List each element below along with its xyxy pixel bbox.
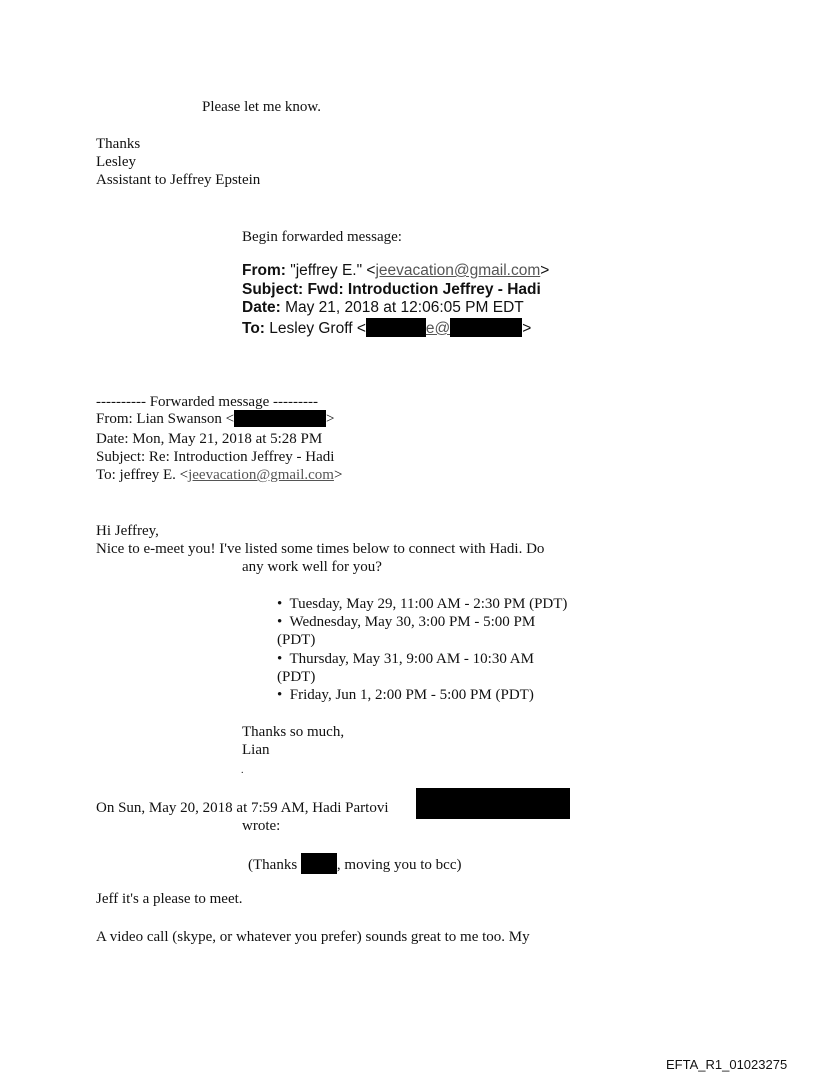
- fwd1-from-line: [242, 262, 549, 280]
- fwd2-subject: Subject: Re: Introduction Jeffrey - Hadi: [96, 449, 335, 465]
- list-item: • Tuesday, May 29, 11:00 AM - 2:30 PM (PDT): [277, 596, 568, 612]
- quoted-header-line: [96, 799, 389, 817]
- intro-line: Please let me know.: [202, 99, 321, 115]
- fwd1-to-email-part: e@: [425, 320, 451, 337]
- quoted-thanks-open: (Thanks: [248, 857, 298, 873]
- quoted-para-1: Jeff it's a please to meet.: [96, 891, 243, 907]
- quoted-on-text: On Sun, May 20, 2018 at 7:59 AM, Hadi Partovi: [96, 800, 389, 816]
- fwd1-to-line: [242, 318, 531, 338]
- intro-thanks: Thanks: [96, 136, 141, 152]
- fwd1-to-label: To:: [242, 320, 265, 337]
- fwd1-from-email[interactable]: jeevacation@gmail.com: [375, 262, 541, 279]
- stray-dot: .: [241, 765, 244, 776]
- forward-divider: ---------- Forwarded message ---------: [96, 394, 318, 410]
- fwd1-subject-value: Fwd: Introduction Jeffrey - Hadi: [307, 281, 541, 298]
- fwd1-date-label: Date:: [242, 299, 281, 316]
- list-item: • Thursday, May 31, 9:00 AM - 10:30 AM: [277, 651, 534, 667]
- intro-title: Assistant to Jeffrey Epstein: [96, 172, 261, 188]
- redaction-box: [450, 318, 522, 337]
- intro-name: Lesley: [96, 154, 136, 170]
- fwd1-from-label: From:: [242, 262, 286, 279]
- fwd1-subject-line: [242, 281, 541, 299]
- redaction-box: [234, 410, 326, 427]
- redaction-box: [416, 788, 570, 819]
- fwd2-from-close: >: [326, 411, 335, 427]
- time-slot-text: Tuesday, May 29, 11:00 AM - 2:30 PM (PDT): [289, 596, 568, 612]
- fwd2-from-line: [96, 410, 335, 428]
- quoted-thanks-line: [248, 853, 461, 874]
- quoted-wrote: wrote:: [242, 818, 281, 834]
- sign-name: Lian: [242, 742, 270, 758]
- fwd2-date: Date: Mon, May 21, 2018 at 5:28 PM: [96, 431, 323, 447]
- redaction-box: [301, 853, 337, 874]
- greeting: Hi Jeffrey,: [96, 523, 159, 539]
- quoted-para-2: A video call (skype, or whatever you prefer) sounds great to me too. My: [96, 929, 530, 945]
- list-item: • Friday, Jun 1, 2:00 PM - 5:00 PM (PDT): [277, 687, 534, 703]
- list-item: • Wednesday, May 30, 3:00 PM - 5:00 PM: [277, 614, 536, 630]
- fwd1-from-close: >: [540, 262, 550, 279]
- document-id: EFTA_R1_01023275: [666, 1057, 788, 1072]
- fwd1-from-name: "jeffrey E." <: [290, 262, 376, 279]
- redaction-box: [366, 318, 426, 337]
- fwd2-to-close: >: [333, 467, 343, 483]
- time-slot-cont: (PDT): [277, 669, 316, 685]
- fwd2-to-text: To: jeffrey E. <: [96, 467, 189, 483]
- time-slot-text: Friday, Jun 1, 2:00 PM - 5:00 PM (PDT): [289, 687, 534, 703]
- fwd1-date-value: May 21, 2018 at 12:06:05 PM EDT: [285, 299, 524, 316]
- fwd2-from-text: From: Lian Swanson <: [96, 411, 235, 427]
- fwd1-subject-label: Subject:: [242, 281, 304, 298]
- body-line-1: Nice to e-meet you! I've listed some times below to connect with Hadi. Do: [96, 541, 545, 557]
- fwd2-to-line: [96, 466, 342, 484]
- signoff: Thanks so much,: [242, 724, 345, 740]
- fwd1-to-name: Lesley Groff <: [269, 320, 366, 337]
- quoted-thanks-close: , moving you to bcc): [336, 857, 462, 873]
- fwd1-to-close: >: [522, 320, 532, 337]
- time-slot-cont: (PDT): [277, 632, 316, 648]
- time-slot-text: Wednesday, May 30, 3:00 PM - 5:00 PM: [289, 614, 536, 630]
- fwd1-date-line: [242, 299, 524, 317]
- body-line-2: any work well for you?: [242, 559, 382, 575]
- time-slot-text: Thursday, May 31, 9:00 AM - 10:30 AM: [289, 651, 534, 667]
- fwd2-to-email[interactable]: jeevacation@gmail.com: [188, 467, 334, 483]
- forward-header: Begin forwarded message:: [242, 229, 402, 245]
